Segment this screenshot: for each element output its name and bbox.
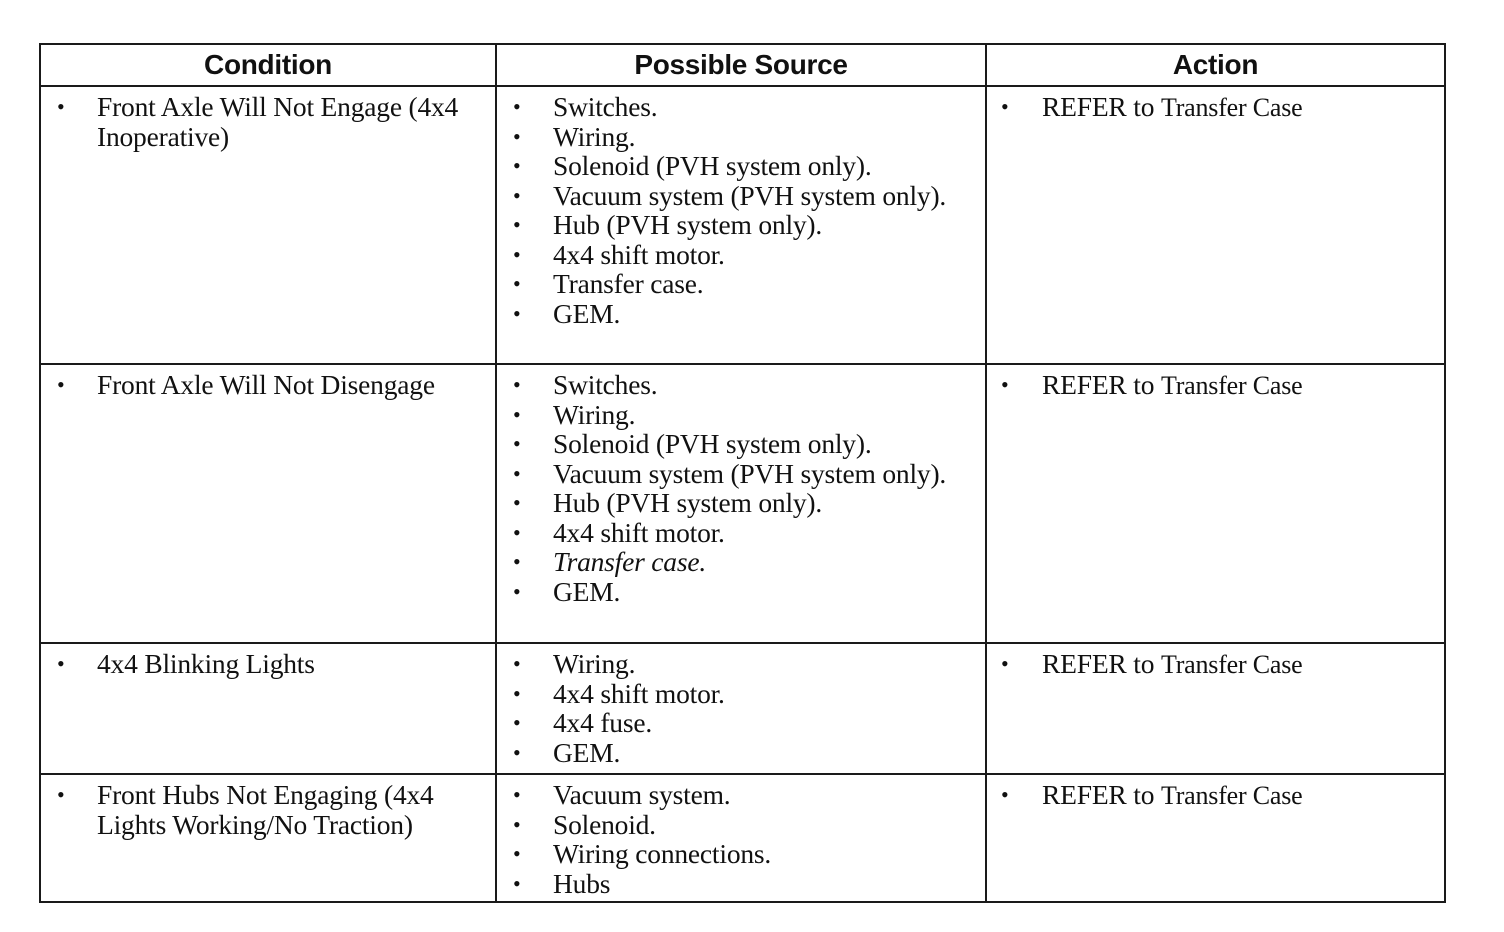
source-item: • Wiring.	[513, 398, 636, 430]
action-refer-text: REFER to	[1042, 91, 1155, 122]
source-text: Switches.	[553, 369, 658, 400]
table-row	[40, 774, 1445, 902]
source-item: • Switches.	[513, 91, 658, 122]
source-text: 4x4 shift motor.	[553, 516, 725, 548]
source-text: Wiring connections.	[553, 838, 772, 869]
table-row	[40, 364, 1445, 643]
condition-item: • Front Axle Will Not Engage (4x4 Inoperative)	[57, 91, 459, 152]
table-row	[40, 643, 1445, 774]
source-item: • Solenoid (PVH system only).	[513, 428, 872, 459]
header-row	[40, 44, 1445, 86]
source-item: • Hub (PVH system only).	[513, 209, 823, 240]
source-item: • 4x4 shift motor.	[513, 677, 725, 709]
table-row	[40, 86, 1445, 364]
source-text: 4x4 shift motor.	[553, 238, 725, 270]
source-text: 4x4 fuse.	[553, 707, 653, 738]
source-text: Transfer case.	[553, 268, 704, 299]
source-cell	[496, 643, 986, 774]
source-text: Solenoid (PVH system only).	[553, 428, 872, 459]
action-item: • REFER to Transfer Case	[1001, 91, 1303, 122]
condition-item: • 4x4 Blinking Lights	[57, 648, 315, 679]
source-text: Solenoid.	[553, 808, 656, 840]
condition-cell	[40, 364, 496, 643]
condition-item: • Front Axle Will Not Disengage	[57, 369, 435, 400]
source-text: Hub (PVH system only).	[553, 209, 823, 240]
condition-text: Front Hubs Not Engaging (4x4 Lights Working/No Traction)	[97, 779, 434, 840]
condition-text: 4x4 Blinking Lights	[97, 648, 315, 679]
source-cell	[496, 86, 986, 364]
source-item: • Vacuum system.	[513, 779, 731, 810]
source-item: • Transfer case.	[513, 546, 707, 577]
header-action: Action	[986, 44, 1445, 86]
condition-cell	[40, 643, 496, 774]
source-text: Transfer case.	[553, 546, 707, 577]
source-text: Wiring.	[553, 120, 636, 152]
source-text: GEM.	[553, 575, 621, 607]
diagnosis-table	[39, 43, 1446, 903]
action-refer-text: REFER to	[1042, 369, 1155, 400]
source-item: • 4x4 shift motor.	[513, 516, 725, 548]
source-item: • Vacuum system (PVH system only).	[513, 179, 947, 211]
condition-cell	[40, 774, 496, 902]
source-text: Vacuum system (PVH system only).	[553, 457, 947, 489]
header-condition: Condition	[40, 44, 496, 86]
action-target-link[interactable]: Transfer Case	[1160, 781, 1303, 810]
action-cell	[986, 86, 1445, 364]
source-item: • GEM.	[513, 297, 621, 329]
source-item: • Hub (PVH system only).	[513, 487, 823, 518]
source-text: Solenoid (PVH system only).	[553, 150, 872, 181]
action-target-link[interactable]: Transfer Case	[1160, 650, 1303, 679]
condition-cell	[40, 86, 496, 364]
condition-text: Front Axle Will Not Disengage	[97, 369, 435, 400]
source-text: Hub (PVH system only).	[553, 487, 823, 518]
source-text: Wiring.	[553, 648, 636, 679]
source-item: • 4x4 fuse.	[513, 707, 653, 738]
source-item: • Wiring connections.	[513, 838, 772, 869]
source-item: • Wiring.	[513, 648, 636, 679]
source-cell	[496, 364, 986, 643]
action-cell	[986, 774, 1445, 902]
header-possible-source: Possible Source	[496, 44, 986, 86]
source-text: GEM.	[553, 736, 621, 768]
source-item: • GEM.	[513, 575, 621, 607]
source-item: • Switches.	[513, 369, 658, 400]
action-cell	[986, 643, 1445, 774]
source-item: • Wiring.	[513, 120, 636, 152]
source-cell	[496, 774, 986, 902]
source-text: Hubs	[553, 867, 611, 899]
action-target-link[interactable]: Transfer Case	[1160, 371, 1303, 400]
source-text: Wiring.	[553, 398, 636, 430]
source-text: GEM.	[553, 297, 621, 329]
action-item: • REFER to Transfer Case	[1001, 369, 1303, 400]
condition-text: Front Axle Will Not Engage (4x4 Inoperative)	[97, 91, 459, 152]
source-text: Switches.	[553, 91, 658, 122]
action-target-link[interactable]: Transfer Case	[1160, 93, 1303, 122]
source-item: • Vacuum system (PVH system only).	[513, 457, 947, 489]
action-item: • REFER to Transfer Case	[1001, 648, 1303, 679]
source-item: • 4x4 shift motor.	[513, 238, 725, 270]
source-text: Vacuum system (PVH system only).	[553, 179, 947, 211]
action-item: • REFER to Transfer Case	[1001, 779, 1303, 810]
source-item: • Hubs	[513, 867, 611, 899]
source-item: • GEM.	[513, 736, 621, 768]
source-text: 4x4 shift motor.	[553, 677, 725, 709]
source-item: • Solenoid (PVH system only).	[513, 150, 872, 181]
action-refer-text: REFER to	[1042, 648, 1155, 679]
source-text: Vacuum system.	[553, 779, 731, 810]
action-cell	[986, 364, 1445, 643]
source-item: • Transfer case.	[513, 268, 704, 299]
condition-item: • Front Hubs Not Engaging (4x4 Lights Working/No Traction)	[57, 779, 434, 840]
action-refer-text: REFER to	[1042, 779, 1155, 810]
source-item: • Solenoid.	[513, 808, 656, 840]
